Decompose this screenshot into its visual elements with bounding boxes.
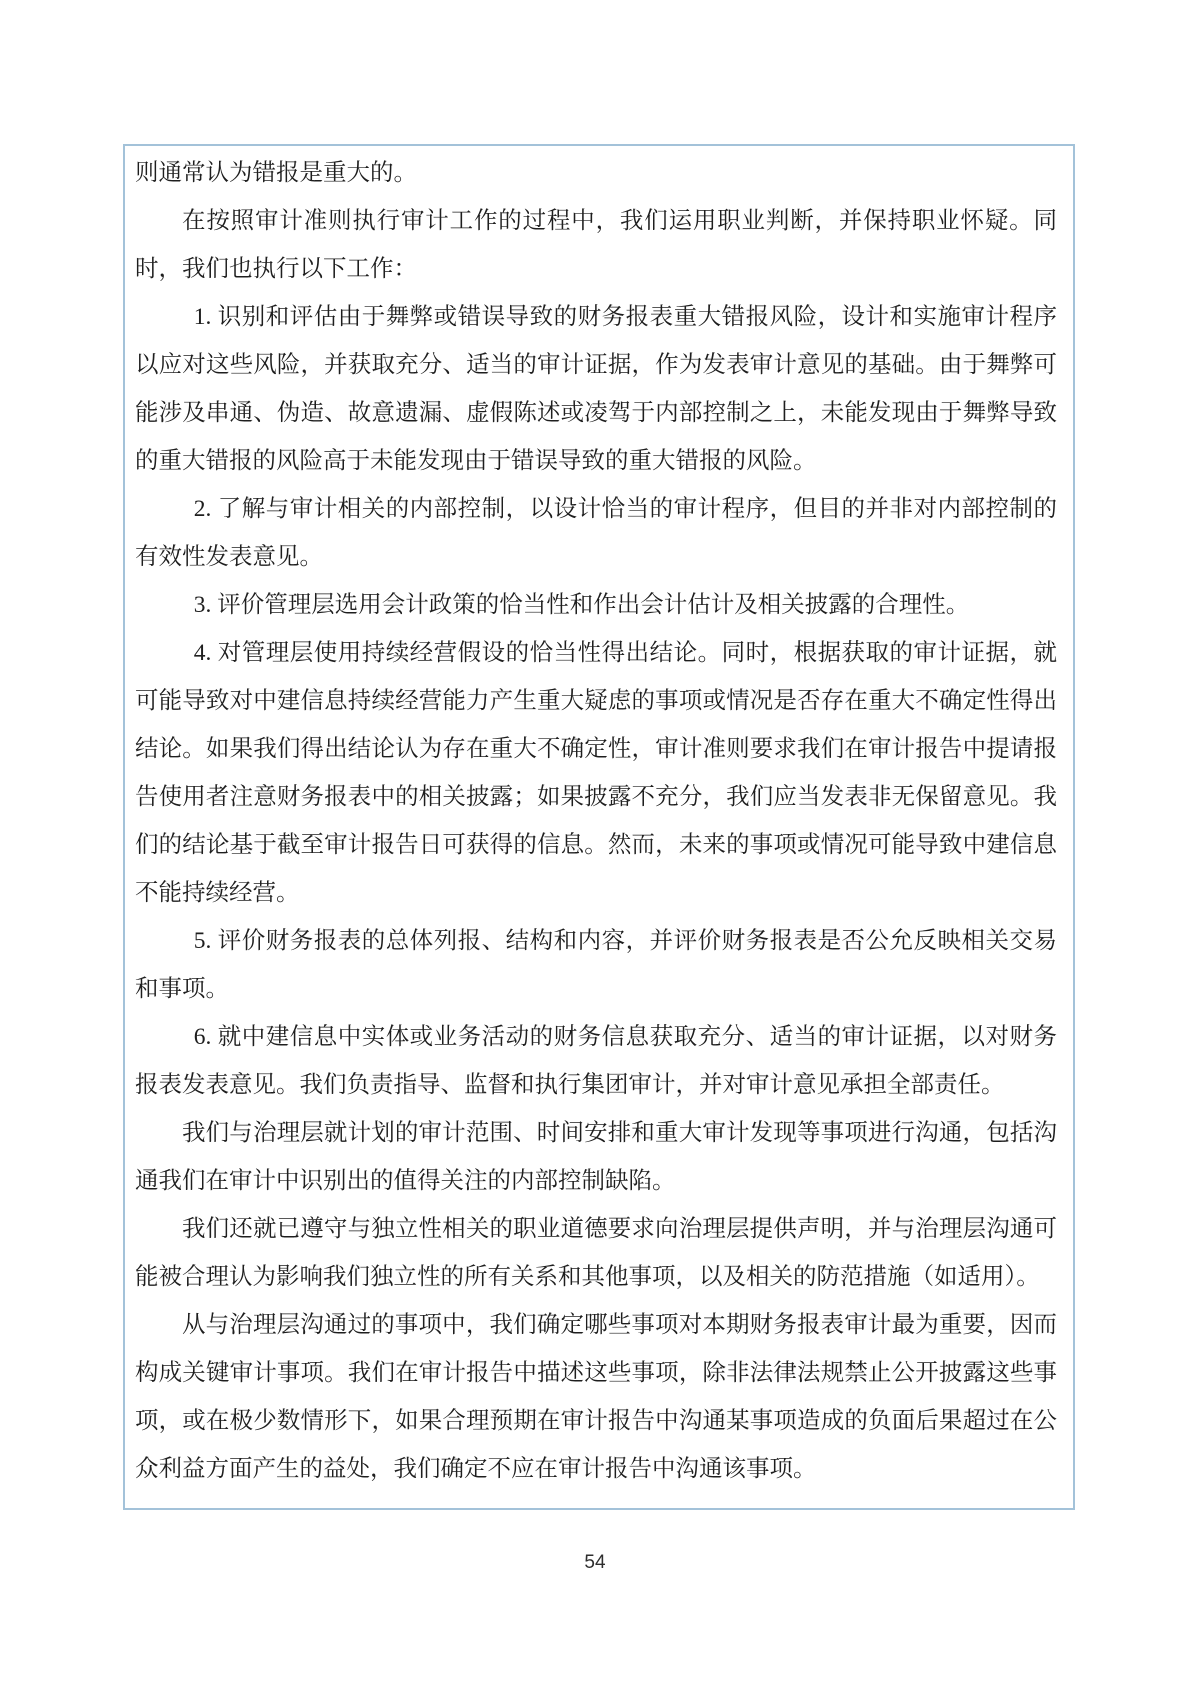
document-body [135, 149, 1057, 1493]
paragraph: 则通常认为错报是重大的。 [135, 160, 417, 186]
numbered-item: 2. 了解与审计相关的内部控制，以设计恰当的审计程序，但目的并非对内部控制的有效性发表意见。 [135, 496, 1057, 570]
paragraph: 在按照审计准则执行审计工作的过程中，我们运用职业判断，并保持职业怀疑。同时，我们也执行以下工作： [135, 208, 1057, 282]
paragraph: 从与治理层沟通过的事项中，我们确定哪些事项对本期财务报表审计最为重要，因而构成关键审计事项。我们在审计报告中描述这些事项，除非法律法规禁止公开披露这些事项，或在极少数情形下，如果合理预期在审计报告中沟通某事项造成的负面后果超过在公众利益方面产生的益处，我们确定不应在审计报告中沟通该事项。 [135, 1312, 1057, 1482]
paragraph: 我们与治理层就计划的审计范围、时间安排和重大审计发现等事项进行沟通，包括沟通我们在审计中识别出的值得关注的内部控制缺陷。 [135, 1120, 1057, 1194]
numbered-item: 3. 评价管理层选用会计政策的恰当性和作出会计估计及相关披露的合理性。 [193, 592, 970, 618]
numbered-item: 5. 评价财务报表的总体列报、结构和内容，并评价财务报表是否公允反映相关交易和事项。 [135, 928, 1057, 1002]
report-text-box [123, 144, 1075, 1510]
numbered-item: 4. 对管理层使用持续经营假设的恰当性得出结论。同时，根据获取的审计证据，就可能导致对中建信息持续经营能力产生重大疑虑的事项或情况是否存在重大不确定性得出结论。如果我们得出结论认为存在重大不确定性，审计准则要求我们在审计报告中提请报告使用者注意财务报表中的相关披露；如果披露不充分，我们应当发表非无保留意见。我们的结论基于截至审计报告日可获得的信息。然而，未来的事项或情况可能导致中建信息不能持续经营。 [135, 640, 1057, 906]
numbered-item: 1. 识别和评估由于舞弊或错误导致的财务报表重大错报风险，设计和实施审计程序以应对这些风险，并获取充分、适当的审计证据，作为发表审计意见的基础。由于舞弊可能涉及串通、伪造、故意遗漏、虚假陈述或凌驾于内部控制之上，未能发现由于舞弊导致的重大错报的风险高于未能发现由于错误导致的重大错报的风险。 [135, 304, 1057, 474]
numbered-item: 6. 就中建信息中实体或业务活动的财务信息获取充分、适当的审计证据，以对财务报表发表意见。我们负责指导、监督和执行集团审计，并对审计意见承担全部责任。 [135, 1024, 1057, 1098]
paragraph: 我们还就已遵守与独立性相关的职业道德要求向治理层提供声明，并与治理层沟通可能被合理认为影响我们独立性的所有关系和其他事项，以及相关的防范措施（如适用）。 [135, 1216, 1057, 1290]
page-number: 54 [584, 1552, 606, 1573]
